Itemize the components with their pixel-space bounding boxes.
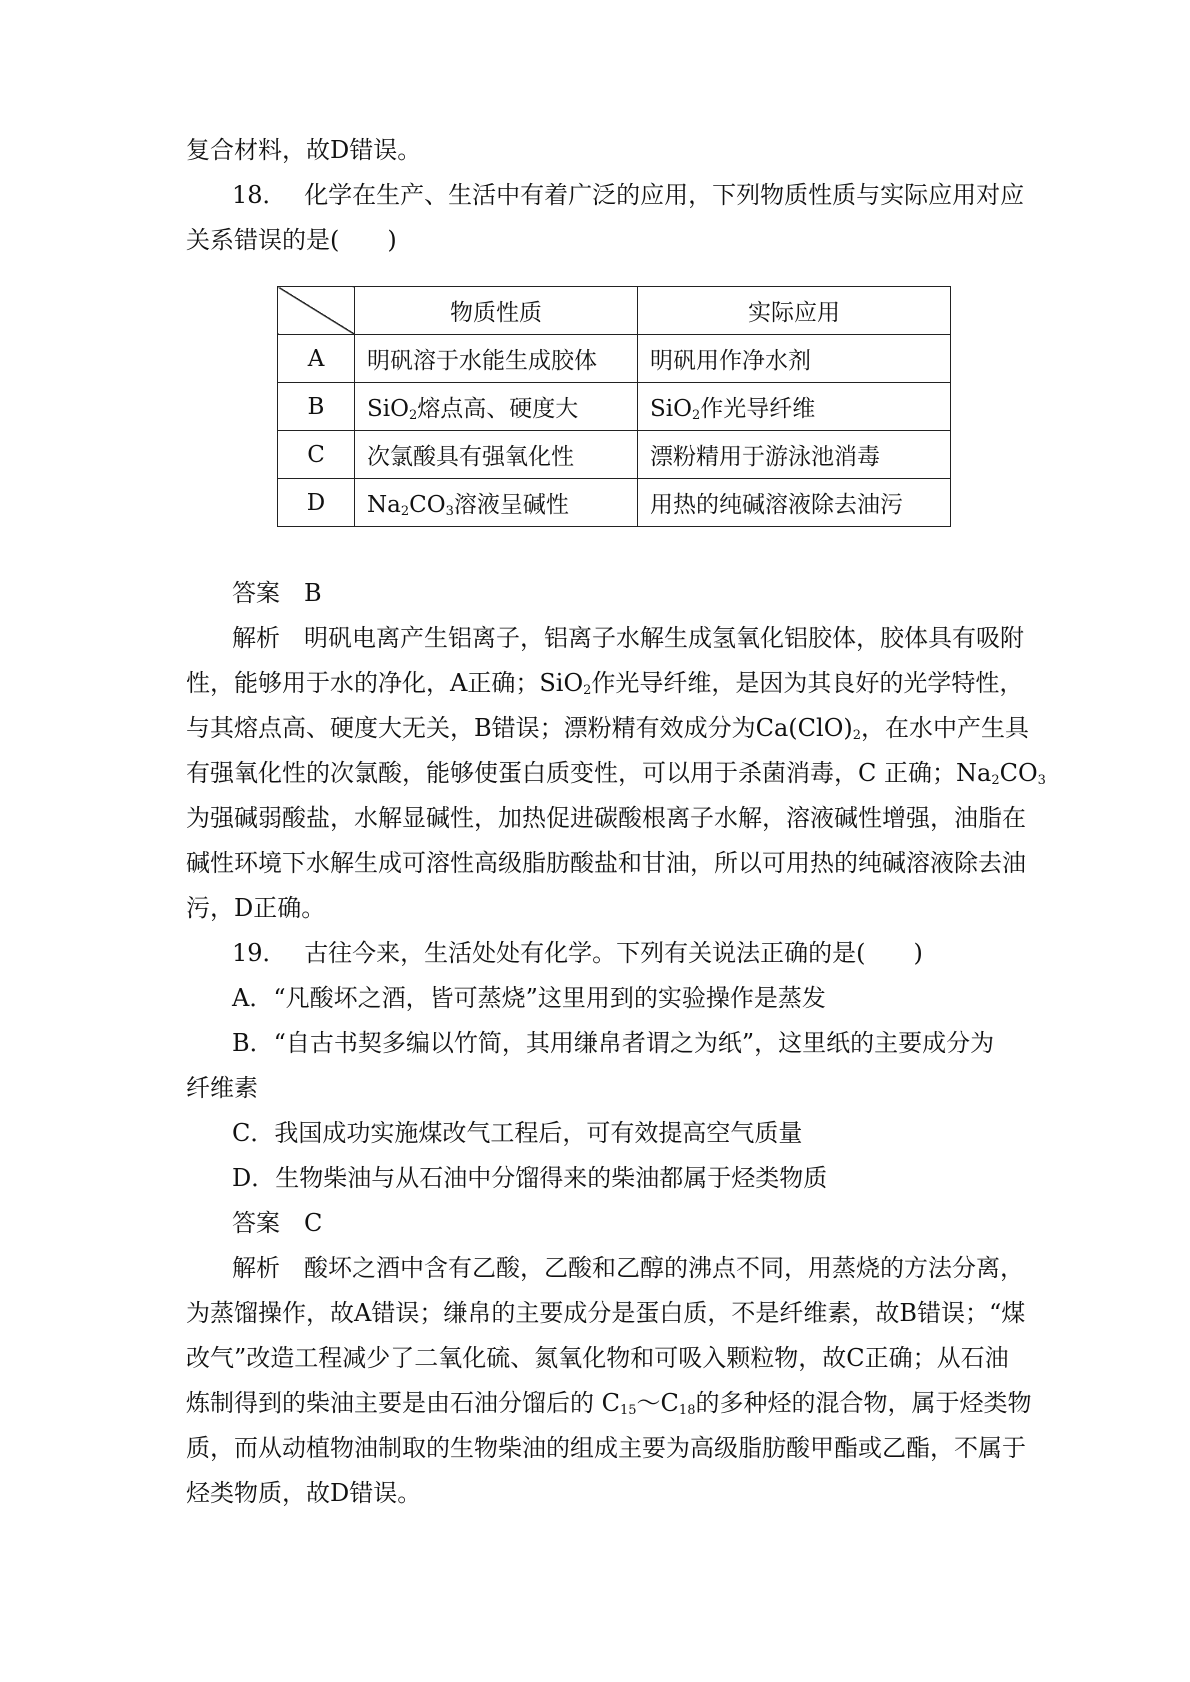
q19-answer bbox=[232, 1208, 1020, 1238]
subscript: 15 bbox=[620, 1403, 637, 1418]
row-label: C bbox=[278, 431, 355, 479]
application-text: 作光导纤维 bbox=[700, 396, 816, 422]
subscript: 2 bbox=[583, 683, 592, 698]
analysis-text: 性，能够用于水的净化，A正确；SiO bbox=[186, 669, 584, 697]
subscript: 18 bbox=[678, 1403, 696, 1418]
answer-value: B bbox=[304, 579, 322, 607]
row-application: 漂粉精用于游泳池消毒 bbox=[638, 431, 951, 479]
formula-text: SiO bbox=[367, 396, 409, 422]
analysis-text: 有强氧化性的次氯酸，能够使蛋白质变性，可以用于杀菌消毒，C 正确；Na bbox=[186, 759, 992, 787]
row-application bbox=[638, 383, 951, 431]
q19-analysis-line1 bbox=[232, 1253, 1024, 1283]
formula-text: CO bbox=[409, 492, 446, 518]
q18-analysis-line6: 碱性环境下水解生成可溶性高级脂肪酸盐和甘油，所以可用热的纯碱溶液除去油 bbox=[186, 849, 1026, 877]
analysis-text: 明矾电离产生铝离子，铝离子水解生成氢氧化铝胶体，胶体具有吸附 bbox=[304, 624, 1024, 652]
answer-label: 答案 bbox=[232, 1209, 280, 1237]
q18-stem-text: 化学在生产、生活中有着广泛的应用，下列物质性质与实际应用对应 bbox=[304, 181, 1025, 209]
q19-option-b-line1: B．“自古书契多编以竹简，其用缣帛者谓之为纸”，这里纸的主要成分为 bbox=[232, 1029, 995, 1057]
q19-analysis-line2: 为蒸馏操作，故A错误；缣帛的主要成分是蛋白质，不是纤维素，故B错误；“煤 bbox=[186, 1299, 1026, 1327]
q19-option-a: A．“凡酸坏之酒，皆可蒸烧”这里用到的实验操作是蒸发 bbox=[232, 984, 826, 1012]
q19-stem-text: 古往今来，生活处处有化学。下列有关说法正确的是( ) bbox=[304, 939, 923, 967]
q19-option-d: D．生物柴油与从石油中分馏得来的柴油都属于烃类物质 bbox=[232, 1164, 828, 1192]
table-row bbox=[278, 383, 951, 431]
q18-stem-line2: 关系错误的是( ) bbox=[186, 226, 397, 254]
analysis-text: ，在水中产生具 bbox=[861, 714, 1030, 742]
answer-value: C bbox=[304, 1209, 323, 1237]
q18-answer bbox=[232, 578, 1020, 608]
q19-option-c: C．我国成功实施煤改气工程后，可有效提高空气质量 bbox=[232, 1119, 803, 1147]
table-row bbox=[278, 335, 951, 383]
row-label: A bbox=[278, 335, 355, 383]
analysis-text: CO bbox=[999, 759, 1038, 787]
q18-number: 18． bbox=[232, 181, 287, 209]
analysis-text: 与其熔点高、硬度大无关，B错误；漂粉精有效成分为Ca(ClO) bbox=[186, 714, 853, 742]
diagonal-corner-cell bbox=[278, 287, 355, 335]
subscript: 2 bbox=[852, 728, 862, 743]
analysis-text: 酸坏之酒中含有乙酸，乙酸和乙醇的沸点不同，用蒸烧的方法分离， bbox=[304, 1254, 1024, 1282]
q18-analysis-line5: 为强碱弱酸盐，水解显碱性，加热促进碳酸根离子水解，溶液碱性增强，油脂在 bbox=[186, 804, 1026, 832]
q18-analysis-line2 bbox=[186, 668, 1024, 698]
q18-analysis-line7: 污，D正确。 bbox=[186, 894, 326, 922]
analysis-label: 解析 bbox=[232, 624, 280, 652]
row-label: D bbox=[278, 479, 355, 527]
subscript: 2 bbox=[400, 504, 410, 519]
subscript: 2 bbox=[991, 773, 1000, 788]
q19-number: 19． bbox=[232, 939, 287, 967]
analysis-text: 作光导纤维，是因为其良好的光学特性， bbox=[591, 669, 1024, 697]
q18-property-table bbox=[277, 286, 951, 527]
q18-analysis-line3 bbox=[186, 713, 1030, 743]
subscript: 3 bbox=[445, 504, 454, 519]
row-application: 明矾用作净水剂 bbox=[638, 335, 951, 383]
table-header-row bbox=[278, 287, 951, 335]
analysis-text: 的多种烃的混合物，属于烃类物 bbox=[695, 1389, 1032, 1417]
previous-answer-tail: 复合材料，故D错误。 bbox=[186, 136, 422, 164]
q19-stem bbox=[232, 938, 1020, 968]
row-application: 用热的纯碱溶液除去油污 bbox=[638, 479, 951, 527]
table-row bbox=[278, 479, 951, 527]
q18-analysis-line4 bbox=[186, 758, 1046, 788]
q19-analysis-line6: 烃类物质，故D错误。 bbox=[186, 1479, 422, 1507]
property-text: 熔点高、硬度大 bbox=[417, 396, 579, 422]
property-text: 溶液呈碱性 bbox=[453, 492, 569, 518]
formula-text: Na bbox=[367, 492, 401, 518]
answer-label: 答案 bbox=[232, 579, 280, 607]
q19-analysis-line5: 质，而从动植物油制取的生物柴油的组成主要为高级脂肪酸甲酯或乙酯，不属于 bbox=[186, 1434, 1026, 1462]
row-property: 次氯酸具有强氧化性 bbox=[355, 431, 638, 479]
row-property bbox=[355, 479, 638, 527]
analysis-label: 解析 bbox=[232, 1254, 280, 1282]
q19-analysis-line3: 改气”改造工程减少了二氧化硫、氮氧化物和可吸入颗粒物，故C正确；从石油 bbox=[186, 1344, 1009, 1372]
q18-analysis-line1 bbox=[232, 623, 1024, 653]
analysis-text: 炼制得到的柴油主要是由石油分馏后的 C bbox=[186, 1389, 620, 1417]
subscript: 2 bbox=[691, 408, 701, 423]
row-property: 明矾溶于水能生成胶体 bbox=[355, 335, 638, 383]
header-property: 物质性质 bbox=[355, 287, 638, 335]
q19-analysis-line4 bbox=[186, 1388, 1032, 1418]
row-label: B bbox=[278, 383, 355, 431]
analysis-text: ～C bbox=[636, 1389, 679, 1417]
header-application: 实际应用 bbox=[638, 287, 951, 335]
formula-text: SiO bbox=[650, 396, 692, 422]
row-property bbox=[355, 383, 638, 431]
table-row bbox=[278, 431, 951, 479]
subscript: 3 bbox=[1037, 773, 1046, 788]
subscript: 2 bbox=[408, 408, 418, 423]
q19-option-b-line2: 纤维素 bbox=[186, 1074, 258, 1102]
q18-stem-line1 bbox=[232, 180, 1025, 210]
